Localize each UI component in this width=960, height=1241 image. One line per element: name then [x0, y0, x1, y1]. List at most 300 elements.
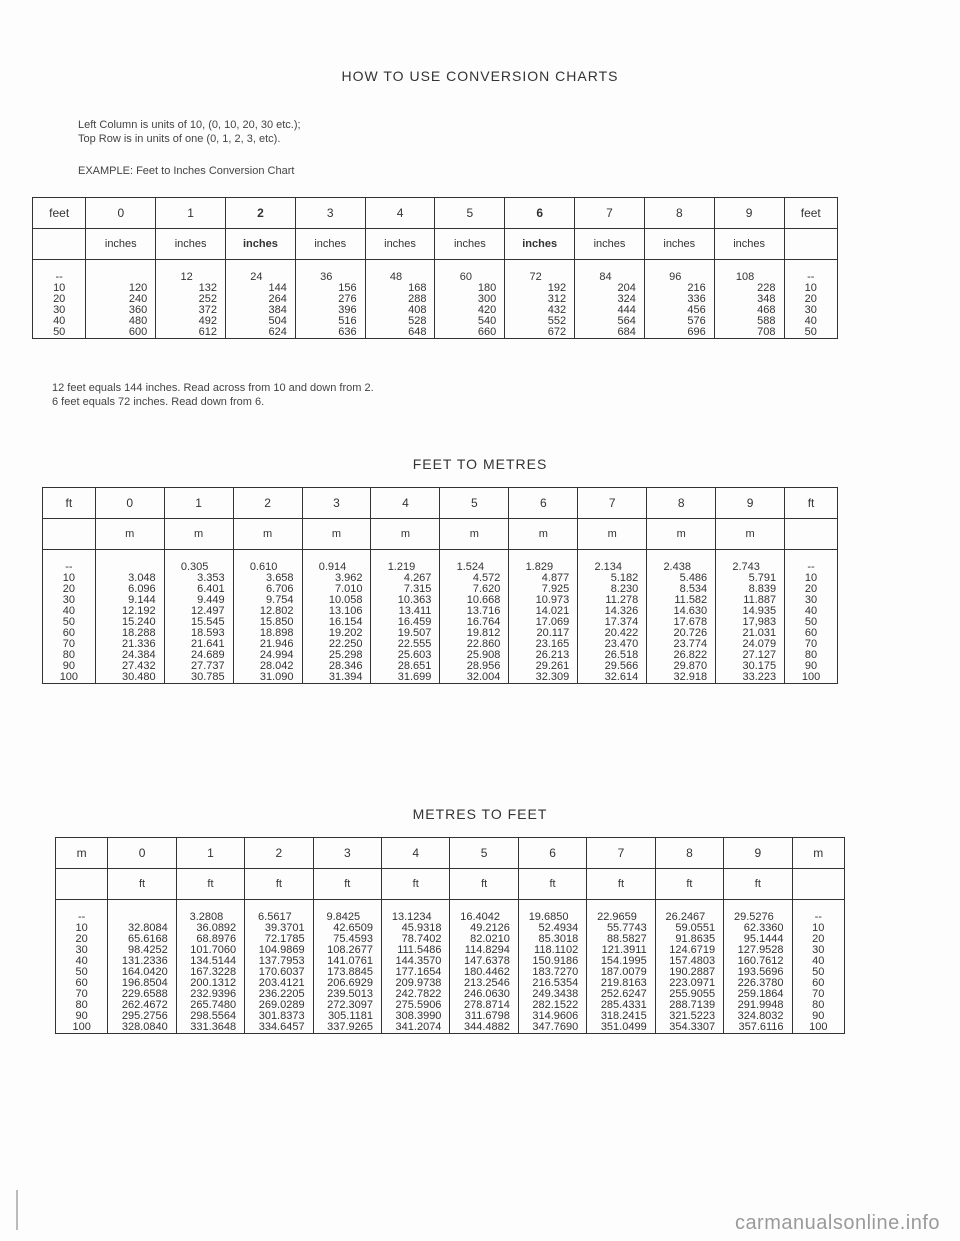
unit-row: [43, 519, 838, 550]
unit-label: m: [716, 519, 785, 550]
table-cell: 144: [226, 283, 296, 294]
column-header: 4: [371, 488, 440, 519]
table-cell: 17.069: [509, 617, 578, 628]
table-cell: 78.7402: [382, 934, 450, 945]
table-cell: 252: [156, 294, 226, 305]
table-cell: 21.946: [233, 639, 302, 650]
table-cell: 187.0079: [587, 967, 655, 978]
table-cell: 2.134: [578, 550, 647, 574]
unit-row-blank-end: [785, 519, 838, 550]
intro-line-1: Left Column is units of 10, (0, 10, 20, 30 etc.);: [78, 119, 301, 131]
row-label: 30: [56, 945, 108, 956]
table-cell: 13.716: [440, 606, 509, 617]
table-cell: 4.877: [509, 573, 578, 584]
table-cell: 62.3360: [724, 923, 792, 934]
table-cell: 3.2808: [176, 900, 244, 924]
unit-label: m: [578, 519, 647, 550]
table-cell: 29.5276: [724, 900, 792, 924]
column-header: 9: [714, 198, 784, 229]
table-cell: 468: [714, 305, 784, 316]
row-label-end: 20: [785, 584, 838, 595]
table-cell: 337.9265: [313, 1022, 381, 1034]
row-label-end: --: [784, 260, 838, 284]
table-row: [56, 967, 845, 978]
table-cell: 14.935: [716, 606, 785, 617]
table-cell: 360: [86, 305, 156, 316]
unit-label: m: [440, 519, 509, 550]
table-header-row: [56, 838, 845, 869]
table-cell: 9.754: [233, 595, 302, 606]
table-cell: 504: [226, 316, 296, 327]
row-label: 90: [56, 1011, 108, 1022]
column-header: 7: [587, 838, 655, 869]
table-cell: 7.925: [509, 584, 578, 595]
corner-label-end: m: [792, 838, 844, 869]
table-row: [56, 934, 845, 945]
table-cell: 26.2467: [655, 900, 723, 924]
table-cell: 252.6247: [587, 989, 655, 1000]
corner-label: m: [56, 838, 108, 869]
table-cell: 331.3648: [176, 1022, 244, 1034]
unit-label: m: [95, 519, 164, 550]
table-cell: 59.0551: [655, 923, 723, 934]
table-cell: 321.5223: [655, 1011, 723, 1022]
table-cell: 492: [156, 316, 226, 327]
table-cell: 156: [295, 283, 365, 294]
column-header: 4: [365, 198, 435, 229]
unit-label: inches: [505, 229, 575, 260]
table-cell: 30.480: [95, 672, 164, 684]
table-cell: 696: [644, 327, 714, 339]
column-header: 2: [226, 198, 296, 229]
table-cell: 96: [644, 260, 714, 284]
row-label: 20: [33, 294, 86, 305]
table-cell: 282.1522: [518, 1000, 586, 1011]
table-cell: 0.610: [233, 550, 302, 574]
unit-label: m: [371, 519, 440, 550]
row-label-end: 50: [792, 967, 844, 978]
column-header: 9: [716, 488, 785, 519]
table-cell: 357.6116: [724, 1022, 792, 1034]
table-cell: 28.346: [302, 661, 371, 672]
table-cell: 11.278: [578, 595, 647, 606]
table-cell: 5.182: [578, 573, 647, 584]
table-cell: 65.6168: [108, 934, 176, 945]
table-cell: 318.2415: [587, 1011, 655, 1022]
table-cell: 4.267: [371, 573, 440, 584]
table-cell: 20.117: [509, 628, 578, 639]
row-label-end: 10: [792, 923, 844, 934]
table-cell: 516: [295, 316, 365, 327]
table-cell: 648: [365, 327, 435, 339]
table-cell: 30.785: [164, 672, 233, 684]
table-cell: 8.534: [647, 584, 716, 595]
table-cell: 16.764: [440, 617, 509, 628]
table-cell: 19.507: [371, 628, 440, 639]
table-cell: 311.6798: [450, 1011, 518, 1022]
column-header: 8: [655, 838, 723, 869]
table-row: [43, 628, 838, 639]
table-cell: 2.743: [716, 550, 785, 574]
table-cell: 131.2336: [108, 956, 176, 967]
unit-label: m: [302, 519, 371, 550]
row-label-end: 50: [785, 617, 838, 628]
table-cell: 25.603: [371, 650, 440, 661]
scan-mark: [16, 1190, 18, 1230]
row-label: 40: [56, 956, 108, 967]
table-cell: 26.213: [509, 650, 578, 661]
table-row: [56, 1000, 845, 1011]
table-cell: 141.0761: [313, 956, 381, 967]
table-cell: 228: [714, 283, 784, 294]
table-cell: 154.1995: [587, 956, 655, 967]
table-cell: 20.726: [647, 628, 716, 639]
unit-row-blank: [43, 519, 96, 550]
table-cell: 17.374: [578, 617, 647, 628]
table-cell: 408: [365, 305, 435, 316]
table-cell: 16.459: [371, 617, 440, 628]
table-cell: 9.449: [164, 595, 233, 606]
table-cell: 26.518: [578, 650, 647, 661]
table-row: [43, 595, 838, 606]
table-cell: 347.7690: [518, 1022, 586, 1034]
row-label-end: 70: [792, 989, 844, 1000]
table-cell: 60: [435, 260, 505, 284]
table-cell: 636: [295, 327, 365, 339]
table-cell: 36: [295, 260, 365, 284]
row-label-end: 30: [785, 595, 838, 606]
table-cell: 432: [505, 305, 575, 316]
row-label: 50: [56, 967, 108, 978]
table-cell: 204: [575, 283, 645, 294]
table-cell: 660: [435, 327, 505, 339]
table-cell: 98.4252: [108, 945, 176, 956]
table-cell: 10.363: [371, 595, 440, 606]
table-cell: 255.9055: [655, 989, 723, 1000]
table-cell: 1.524: [440, 550, 509, 574]
table-row: [43, 661, 838, 672]
table-cell: 82.0210: [450, 934, 518, 945]
table-cell: 324.8032: [724, 1011, 792, 1022]
row-label: 60: [56, 978, 108, 989]
section-title-feet-to-metres: FEET TO METRES: [412, 456, 548, 472]
table-cell: 3.048: [95, 573, 164, 584]
table-cell: 134.5144: [176, 956, 244, 967]
row-label-end: 30: [792, 945, 844, 956]
table-cell: 144.3570: [382, 956, 450, 967]
table-cell: 223.0971: [655, 978, 723, 989]
row-label-end: 40: [784, 316, 838, 327]
row-label-end: 20: [784, 294, 838, 305]
row-label-end: 40: [792, 956, 844, 967]
unit-label: m: [233, 519, 302, 550]
table-cell: 444: [575, 305, 645, 316]
row-label: 100: [43, 672, 96, 684]
row-label-end: 90: [785, 661, 838, 672]
table-cell: 456: [644, 305, 714, 316]
table-cell: 242.7822: [382, 989, 450, 1000]
table-cell: 26.822: [647, 650, 716, 661]
column-header: 0: [108, 838, 176, 869]
table-cell: 7.010: [302, 584, 371, 595]
table-row: [56, 989, 845, 1000]
column-header: 4: [382, 838, 450, 869]
table-cell: 108.2677: [313, 945, 381, 956]
unit-row-blank: [33, 229, 86, 260]
table-cell: 23.774: [647, 639, 716, 650]
table-row: [43, 573, 838, 584]
unit-label: inches: [365, 229, 435, 260]
row-label: 10: [33, 283, 86, 294]
column-header: 0: [86, 198, 156, 229]
table-cell: 150.9186: [518, 956, 586, 967]
table-cell: 196.8504: [108, 978, 176, 989]
table-cell: 229.6588: [108, 989, 176, 1000]
table-cell: 5.486: [647, 573, 716, 584]
table-cell: 6.401: [164, 584, 233, 595]
table-cell: 132: [156, 283, 226, 294]
unit-label: m: [164, 519, 233, 550]
table-cell: [95, 550, 164, 574]
table-cell: 3.962: [302, 573, 371, 584]
row-label: --: [33, 260, 86, 284]
row-label: 80: [43, 650, 96, 661]
unit-label: ft: [245, 869, 313, 900]
table-cell: 84: [575, 260, 645, 284]
table-cell: 31.090: [233, 672, 302, 684]
table-row: [56, 978, 845, 989]
table-cell: 52.4934: [518, 923, 586, 934]
table-cell: 32.004: [440, 672, 509, 684]
table-cell: 259.1864: [724, 989, 792, 1000]
row-label-end: 100: [785, 672, 838, 684]
column-header: 7: [575, 198, 645, 229]
table-cell: 24.994: [233, 650, 302, 661]
unit-row-blank: [56, 869, 108, 900]
table-cell: 10.973: [509, 595, 578, 606]
table-row: [43, 584, 838, 595]
table-cell: 27.432: [95, 661, 164, 672]
section-title-metres-to-feet: METRES TO FEET: [412, 806, 548, 822]
table-cell: 45.9318: [382, 923, 450, 934]
row-label: 20: [56, 934, 108, 945]
table-cell: 624: [226, 327, 296, 339]
table-cell: 33.223: [716, 672, 785, 684]
row-label: 30: [43, 595, 96, 606]
table-cell: 29.261: [509, 661, 578, 672]
row-label: --: [43, 550, 96, 574]
table-cell: 111.5486: [382, 945, 450, 956]
table-row: [43, 639, 838, 650]
table-row: [43, 650, 838, 661]
table-cell: 15.545: [164, 617, 233, 628]
table-cell: 216: [644, 283, 714, 294]
table-cell: 29.870: [647, 661, 716, 672]
unit-label: ft: [108, 869, 176, 900]
table-cell: 372: [156, 305, 226, 316]
unit-label: inches: [86, 229, 156, 260]
table-cell: 308.3990: [382, 1011, 450, 1022]
unit-label: inches: [295, 229, 365, 260]
table-row: [43, 617, 838, 628]
table-cell: 21.641: [164, 639, 233, 650]
table-row: [56, 1011, 845, 1022]
table-cell: 25.908: [440, 650, 509, 661]
row-label-end: 50: [784, 327, 838, 339]
row-label: 40: [43, 606, 96, 617]
table-cell: 708: [714, 327, 784, 339]
row-label-end: 100: [792, 1022, 844, 1034]
table-cell: 13.411: [371, 606, 440, 617]
table-cell: 324: [575, 294, 645, 305]
table-cell: 28.651: [371, 661, 440, 672]
table-cell: 88.5827: [587, 934, 655, 945]
unit-row-blank-end: [792, 869, 844, 900]
table-cell: 24.384: [95, 650, 164, 661]
table-cell: 157.4803: [655, 956, 723, 967]
example-note-1: 12 feet equals 144 inches. Read across from 10 and down from 2.: [52, 382, 374, 394]
table-cell: 25.298: [302, 650, 371, 661]
table-cell: 10.668: [440, 595, 509, 606]
table-cell: 278.8714: [450, 1000, 518, 1011]
intro-line-2: Top Row is in units of one (0, 1, 2, 3, etc).: [78, 133, 281, 145]
table-cell: 118.1102: [518, 945, 586, 956]
column-header: 6: [518, 838, 586, 869]
table-row: [43, 606, 838, 617]
table-cell: 8.230: [578, 584, 647, 595]
row-label: 50: [43, 617, 96, 628]
table-cell: 49.2126: [450, 923, 518, 934]
table-row: [56, 945, 845, 956]
table-cell: 305.1181: [313, 1011, 381, 1022]
row-label-end: 60: [785, 628, 838, 639]
table-cell: 22.860: [440, 639, 509, 650]
table-cell: 177.1654: [382, 967, 450, 978]
table-cell: 684: [575, 327, 645, 339]
unit-label: ft: [655, 869, 723, 900]
table-cell: 32.918: [647, 672, 716, 684]
table-cell: 0.305: [164, 550, 233, 574]
unit-row-blank-end: [784, 229, 838, 260]
table-cell: 55.7743: [587, 923, 655, 934]
table-cell: 108: [714, 260, 784, 284]
table-cell: 6.096: [95, 584, 164, 595]
table-cell: 23.165: [509, 639, 578, 650]
table-row: [33, 283, 838, 294]
table-cell: 206.6929: [313, 978, 381, 989]
table-cell: 75.4593: [313, 934, 381, 945]
table-row: [43, 550, 838, 574]
table-cell: 160.7612: [724, 956, 792, 967]
table-cell: 1.829: [509, 550, 578, 574]
column-header: 3: [313, 838, 381, 869]
table-cell: 91.8635: [655, 934, 723, 945]
intro-text: [78, 118, 301, 146]
column-header: 2: [245, 838, 313, 869]
corner-label-end: ft: [785, 488, 838, 519]
table-cell: 137.7953: [245, 956, 313, 967]
table-cell: 564: [575, 316, 645, 327]
table-cell: 576: [644, 316, 714, 327]
table-cell: 12.802: [233, 606, 302, 617]
table-cell: 236.2205: [245, 989, 313, 1000]
table-cell: 22.250: [302, 639, 371, 650]
table-cell: 72.1785: [245, 934, 313, 945]
table-cell: 384: [226, 305, 296, 316]
feet-to-inches-table: [32, 197, 838, 339]
table-row: [43, 672, 838, 684]
unit-row: [56, 869, 845, 900]
row-label-end: 60: [792, 978, 844, 989]
table-cell: 5.791: [716, 573, 785, 584]
table-cell: 12.497: [164, 606, 233, 617]
table-cell: 14.630: [647, 606, 716, 617]
table-row: [33, 294, 838, 305]
table-cell: 22.555: [371, 639, 440, 650]
table-cell: 334.6457: [245, 1022, 313, 1034]
column-header: 1: [176, 838, 244, 869]
row-label-end: 70: [785, 639, 838, 650]
table-cell: 164.0420: [108, 967, 176, 978]
unit-row: [33, 229, 838, 260]
unit-label: ft: [176, 869, 244, 900]
table-cell: 209.9738: [382, 978, 450, 989]
table-cell: 8.839: [716, 584, 785, 595]
table-cell: 285.4331: [587, 1000, 655, 1011]
row-label: 60: [43, 628, 96, 639]
table-cell: 32.309: [509, 672, 578, 684]
table-cell: 28.042: [233, 661, 302, 672]
table-cell: 2.438: [647, 550, 716, 574]
table-cell: 68.8976: [176, 934, 244, 945]
table-cell: 192: [505, 283, 575, 294]
table-header-row: [43, 488, 838, 519]
table-cell: 7.620: [440, 584, 509, 595]
table-cell: [108, 900, 176, 924]
corner-label: feet: [33, 198, 86, 229]
table-cell: 19.6850: [518, 900, 586, 924]
table-cell: 18.898: [233, 628, 302, 639]
table-cell: 4.572: [440, 573, 509, 584]
table-cell: 31.699: [371, 672, 440, 684]
table-cell: 168: [365, 283, 435, 294]
table-cell: 336: [644, 294, 714, 305]
table-cell: 21.031: [716, 628, 785, 639]
table-cell: 24: [226, 260, 296, 284]
table-cell: 264: [226, 294, 296, 305]
table-cell: 17,983: [716, 617, 785, 628]
table-cell: 48: [365, 260, 435, 284]
table-cell: 341.2074: [382, 1022, 450, 1034]
table-row: [56, 900, 845, 924]
table-cell: 31.394: [302, 672, 371, 684]
table-cell: 124.6719: [655, 945, 723, 956]
table-cell: 19.202: [302, 628, 371, 639]
row-label-end: 90: [792, 1011, 844, 1022]
table-cell: 288.7139: [655, 1000, 723, 1011]
table-cell: 22.9659: [587, 900, 655, 924]
unit-label: ft: [450, 869, 518, 900]
table-cell: 239.5013: [313, 989, 381, 1000]
table-cell: 226.3780: [724, 978, 792, 989]
row-label: 80: [56, 1000, 108, 1011]
table-cell: 104.9869: [245, 945, 313, 956]
unit-label: inches: [156, 229, 226, 260]
example-note-2: 6 feet equals 72 inches. Read down from 6.: [52, 396, 265, 408]
column-header: 6: [505, 198, 575, 229]
table-cell: 0.914: [302, 550, 371, 574]
watermark-text: carmanualsonline.info: [734, 1212, 940, 1234]
